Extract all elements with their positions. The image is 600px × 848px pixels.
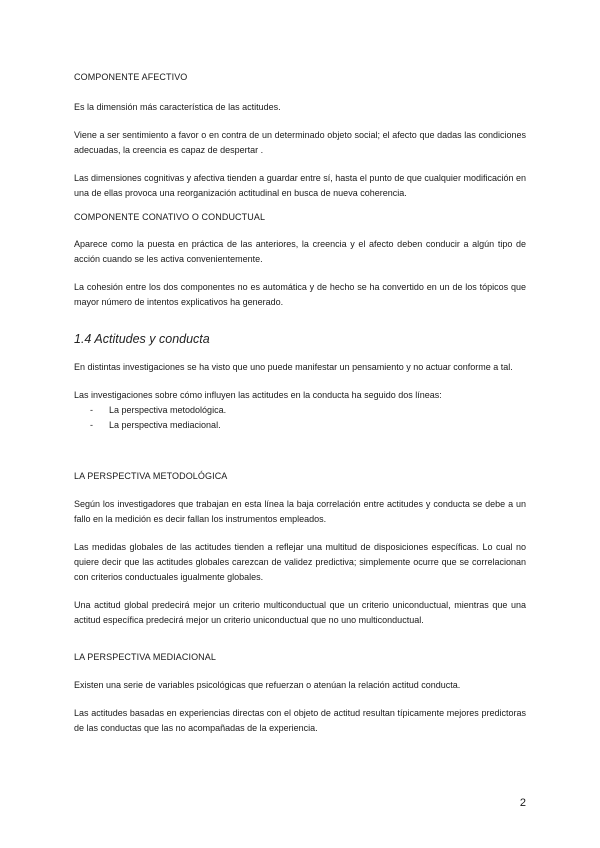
page-number: 2 [519,797,526,809]
heading-componente-afectivo: COMPONENTE AFECTIVO [74,72,188,82]
heading-perspectiva-mediacional: LA PERSPECTIVA MEDIACIONAL [74,652,216,662]
heading-componente-conativo: COMPONENTE CONATIVO O CONDUCTUAL [74,212,266,222]
list-dash: - [90,420,93,430]
list-dash: - [90,405,93,415]
list-item [74,418,526,433]
perspectives-list [74,403,526,433]
mediacional-paragraph-2: Las actitudes basadas en experiencias directas con el objeto de actitud resultan típicamente mejores predictoras de las conductas que las no acompañadas de la experiencia. [74,708,526,733]
conativo-paragraph-2: La cohesión entre los dos componentes no es automática y de hecho se ha convertido en un de los tópicos que mayor número de intentos explicativos ha generado. [74,282,526,307]
conativo-paragraph-1: Aparece como la puesta en práctica de las anteriores, la creencia y el afecto deben conducir a algún tipo de acción cuando se les activa convenientemente. [74,239,526,264]
metodologica-paragraph-1: Según los investigadores que trabajan en esta línea la baja correlación entre actitudes y conducta se debe a un fallo en la medición es decir fallan los instrumentos empleados. [74,499,526,524]
list-item [74,403,526,418]
section-14-paragraph-1: En distintas investigaciones se ha visto que uno puede manifestar un pensamiento y no actuar conforme a tal. [74,362,513,372]
list-item-text: La perspectiva mediacional. [109,420,221,430]
mediacional-paragraph-1: Existen una serie de variables psicológicas que refuerzan o atenúan la relación actitud conducta. [74,680,461,690]
afectivo-paragraph-1: Es la dimensión más característica de las actitudes. [74,102,281,112]
metodologica-paragraph-2: Las medidas globales de las actitudes tienden a reflejar una multitud de disposiciones específicas. Lo cual no quiere decir que las actitudes globales carezcan de validez predictiva; simplemente ocurre que se correlacionan con criterios conductuales igualmente globales. [74,542,526,582]
afectivo-paragraph-2: Viene a ser sentimiento a favor o en contra de un determinado objeto social; el afecto que dadas las condiciones adecuadas, la creencia es capaz de despertar . [74,130,526,155]
section-14-paragraph-2: Las investigaciones sobre cómo influyen las actitudes en la conducta ha seguido dos líneas: [74,390,442,400]
list-item-text: La perspectiva metodológica. [109,405,227,415]
section-title-actitudes-conducta: 1.4 Actitudes y conducta [74,332,210,346]
metodologica-paragraph-3: Una actitud global predecirá mejor un criterio multiconductual que un criterio uniconductual, mientras que una actitud específica predecirá mejor un criterio uniconductual que no uno multiconductual. [74,600,526,625]
document-page [74,70,526,736]
heading-perspectiva-metodologica: LA PERSPECTIVA METODOLÓGICA [74,471,228,481]
afectivo-paragraph-3: Las dimensiones cognitivas y afectiva tienden a guardar entre sí, hasta el punto de que cualquier modificación en una de ellas provoca una reorganización actitudinal en busca de nueva coherencia. [74,173,526,198]
